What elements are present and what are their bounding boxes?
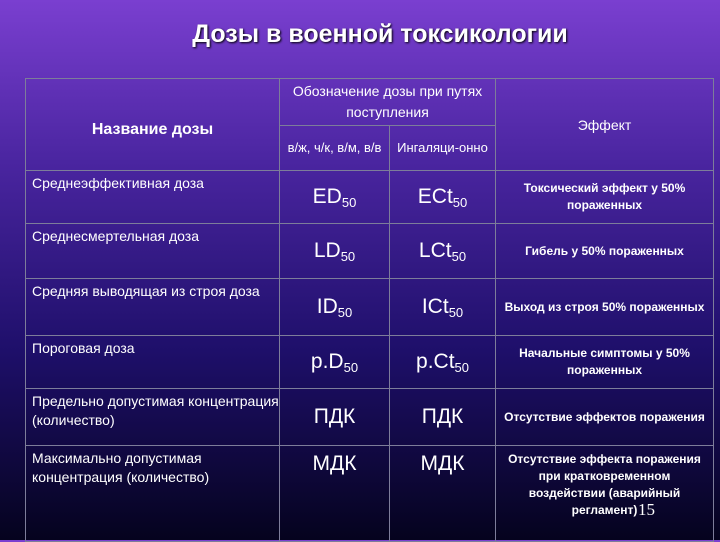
dose-symbol-parenteral — [280, 279, 390, 336]
symbol-sub: 50 — [340, 248, 356, 264]
table-row — [26, 446, 714, 542]
slide-title: Дозы в военной токсикологии — [192, 20, 568, 48]
symbol-main: LCt — [418, 238, 452, 262]
dose-name: Средняя выводящая из строя доза — [26, 279, 280, 336]
symbol-main: ПДК — [421, 404, 464, 428]
table-row — [26, 279, 714, 336]
dose-name: Среднеэффективная доза — [26, 171, 280, 224]
dose-effect: Отсутствие эффекта поражения при кратковременном воздействии (аварийный регламент) — [496, 446, 714, 542]
dose-symbol-parenteral — [280, 389, 390, 446]
dose-name: Предельно допустимая концентрация (количество) — [26, 389, 280, 446]
header-row — [26, 79, 714, 126]
symbol-main: ID — [316, 294, 338, 318]
page-number: 15 — [638, 500, 655, 519]
doses-table — [25, 78, 714, 542]
header-effect: Эффект — [496, 79, 714, 171]
symbol-sub: 50 — [448, 304, 464, 320]
dose-effect: Токсический эффект у 50% пораженных — [496, 171, 714, 224]
dose-symbol-inhalation — [390, 171, 496, 224]
subheader-inhalation: Ингаляци-онно — [390, 126, 496, 171]
symbol-sub: 50 — [452, 194, 468, 210]
dose-symbol-parenteral — [280, 336, 390, 389]
dose-name: Пороговая доза — [26, 336, 280, 389]
dose-symbol-parenteral — [280, 446, 390, 542]
dose-symbol-inhalation — [390, 389, 496, 446]
symbol-sub: 50 — [454, 359, 469, 375]
table-row — [26, 389, 714, 446]
dose-effect: Выход из строя 50% пораженных — [496, 279, 714, 336]
table-row — [26, 171, 714, 224]
symbol-sub: 50 — [337, 304, 353, 320]
symbol-main: LD — [313, 238, 341, 262]
dose-effect: Начальные симптомы у 50% пораженных — [496, 336, 714, 389]
dose-effect: Отсутствие эффектов поражения — [496, 389, 714, 446]
dose-symbol-inhalation — [390, 279, 496, 336]
symbol-sub: 50 — [343, 359, 359, 375]
symbol-main: p.Ct — [416, 349, 455, 373]
symbol-main: ПДК — [313, 404, 356, 428]
symbol-main: p.D — [310, 349, 344, 373]
symbol-sub: 50 — [451, 248, 467, 264]
dose-symbol-parenteral — [280, 224, 390, 279]
symbol-main: МДК — [420, 452, 465, 475]
header-route: Обозначение дозы при путях поступления — [280, 79, 496, 126]
dose-symbol-inhalation — [390, 224, 496, 279]
table-row — [26, 336, 714, 389]
header-dose-name: Название дозы — [26, 79, 280, 171]
symbol-sub: 50 — [341, 194, 357, 210]
dose-symbol-parenteral — [280, 171, 390, 224]
dose-symbol-inhalation — [390, 336, 496, 389]
table-row — [26, 224, 714, 279]
subheader-parenteral: в/ж, ч/к, в/м, в/в — [280, 126, 390, 171]
dose-name: Максимально допустимая концентрация (количество) — [26, 446, 280, 542]
symbol-main: ICt — [421, 294, 449, 318]
symbol-main: ED — [312, 184, 342, 208]
dose-effect: Гибель у 50% пораженных — [496, 224, 714, 279]
dose-name: Среднесмертельная доза — [26, 224, 280, 279]
symbol-main: ECt — [417, 184, 453, 208]
symbol-main: МДК — [312, 452, 357, 475]
dose-symbol-inhalation — [390, 446, 496, 542]
